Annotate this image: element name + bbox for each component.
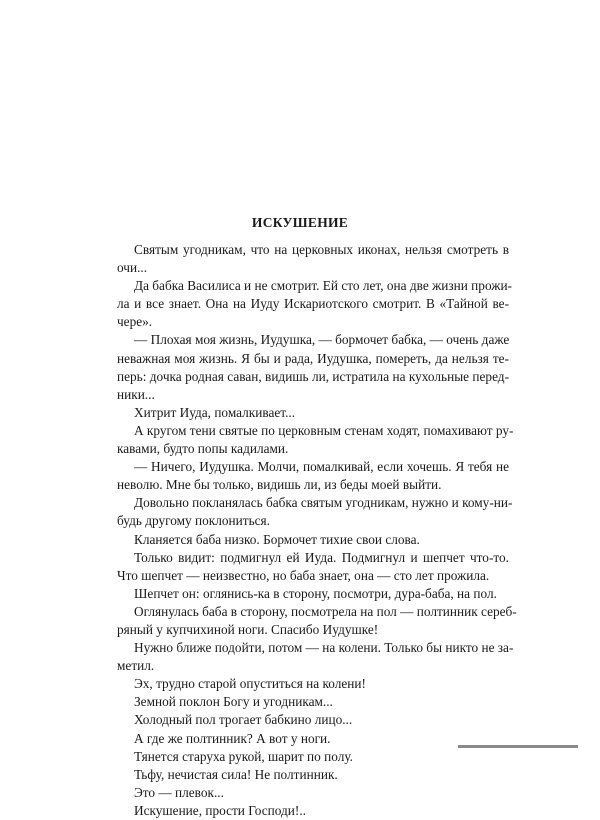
text-line: Эх, трудно старой опуститься на колени! (134, 676, 366, 692)
text-line: ряный у купчихиной ноги. Спасибо Иудушке! (117, 621, 379, 637)
text-line: ники... (117, 386, 155, 402)
text-line: будь другому поклониться. (117, 513, 270, 529)
text-line: ла и все знает. Она на Иуду Искариотского смотрит. В «Тайной ве- (117, 296, 509, 312)
text-line: Святым угодникам, что на церковных иконах, нельзя смотреть в (134, 242, 509, 257)
text-line: кавами, будто попы кадилами. (117, 441, 289, 457)
text-line: Довольно покланялась бабка святым угодникам, нужно и кому-ни- (134, 495, 513, 511)
text-line: Хитрит Иуда, помалкивает... (134, 404, 296, 420)
story-text (117, 241, 517, 820)
text-line: перь: дочка родная саван, видишь ли, истратила на кухольные перед- (117, 368, 509, 384)
text-line: А где же полтинник? А вот у ноги. (134, 730, 331, 746)
text-line: Только видит: подмигнул ей Иуда. Подмигнул и шепчет что-то. (134, 549, 509, 565)
text-line: А кругом тени святые по церковным стенам ходят, помахивают ру- (134, 422, 514, 438)
text-line: Тьфу, нечистая сила! Не полтинник. (134, 766, 338, 782)
text-line: очи... (117, 260, 148, 276)
text-line: Земной поклон Богу и угодникам... (134, 694, 333, 710)
text-line: Искушение, прости Господи!.. (134, 802, 306, 818)
text-line: метил. (117, 658, 155, 674)
text-line: — Ничего, Иудушка. Молчи, помалкивай, если хочешь. Я тебя не (134, 459, 509, 475)
text-line: Что шепчет — неизвестно, но баба знает, она — сто лет прожила. (117, 567, 490, 583)
text-line: неважная моя жизнь. Я бы и рада, Иудушка, помереть, да нельзя те- (117, 350, 509, 366)
text-line: Нужно ближе подойти, потом — на колени. Только бы никто не за- (134, 640, 514, 656)
text-line: Оглянулась баба в сторону, посмотрела на пол — полтинник сереб- (134, 603, 517, 619)
text-line: — Плохая моя жизнь, Иудушка, — бормочет бабка, — очень даже (134, 332, 510, 348)
text-line: Кланяется баба низко. Бормочет тихие свои слова. (134, 531, 420, 547)
text-line: Холодный пол трогает бабкино лицо... (134, 712, 353, 728)
text-line: Да бабка Василиса и не смотрит. Ей сто лет, она две жизни прожи- (134, 278, 512, 294)
text-line: Тянется старуха рукой, шарит по полу. (134, 748, 353, 764)
story-title: ИСКУШЕНИЕ (251, 215, 349, 230)
text-line: чере». (117, 314, 153, 330)
text-line: Шепчет он: оглянись-ка в сторону, посмотри, дура-баба, на пол. (134, 585, 497, 601)
text-line: неволю. Мне бы только, видишь ли, из беды моей выйти. (117, 477, 442, 493)
scan-edge-mark (458, 745, 578, 748)
text-line: Это — плевок... (134, 784, 224, 800)
